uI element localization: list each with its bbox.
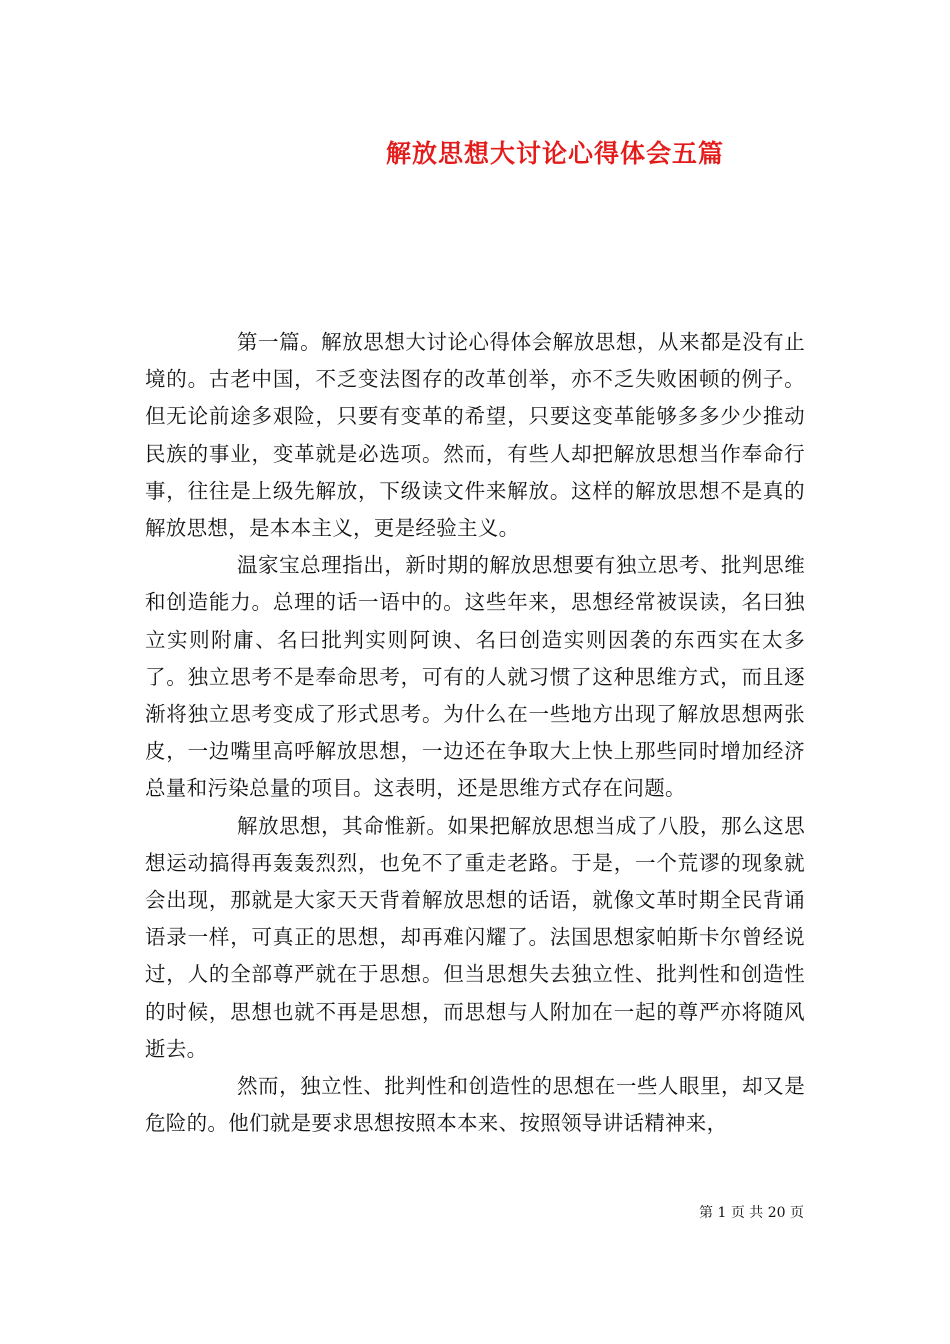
page-number-footer: 第 1 页 共 20 页 [699, 1205, 804, 1221]
paragraph-2: 温家宝总理指出，新时期的解放思想要有独立思考、批判思维和创造能力。总理的话一语中的。这些年来，思想经常被误读，名曰独立实则附庸、名曰批判实则阿谀、名曰创造实则因袭的东西实在太多了。独立思考不是奉命思考，可有的人就习惯了这种思维方式，而且逐渐将独立思考变成了形式思考。为什么在一些地方出现了解放思想两张皮，一边嘴里高呼解放思想，一边还在争取大上快上那些同时增加经济总量和污染总量的项目。这表明，还是思维方式存在问题。 [145, 553, 805, 801]
paragraph-1: 第一篇。解放思想大讨论心得体会解放思想，从来都是没有止境的。古老中国，不乏变法图存的改革创举，亦不乏失败困顿的例子。但无论前途多艰险，只要有变革的希望，只要这变革能够多多少少推动民族的事业，变革就是必选项。然而，有些人却把解放思想当作奉命行事，往往是上级先解放，下级读文件来解放。这样的解放思想不是真的解放思想，是本本主义，更是经验主义。 [145, 330, 805, 541]
paragraph-4: 然而，独立性、批判性和创造性的思想在一些人眼里，却又是危险的。他们就是要求思想按照本本来、按照领导讲话精神来， [145, 1074, 805, 1136]
document-body [145, 324, 805, 1142]
document-title: 解放思想大讨论心得体会五篇 [385, 139, 724, 168]
paragraph-3: 解放思想，其命惟新。如果把解放思想当成了八股，那么这思想运动搞得再轰轰烈烈，也免不了重走老路。于是，一个荒谬的现象就会出现，那就是大家天天背着解放思想的话语，就像文革时期全民背诵语录一样，可真正的思想，却再难闪耀了。法国思想家帕斯卡尔曾经说过，人的全部尊严就在于思想。但当思想失去独立性、批判性和创造性的时候，思想也就不再是思想，而思想与人附加在一起的尊严亦将随风逝去。 [145, 813, 805, 1061]
